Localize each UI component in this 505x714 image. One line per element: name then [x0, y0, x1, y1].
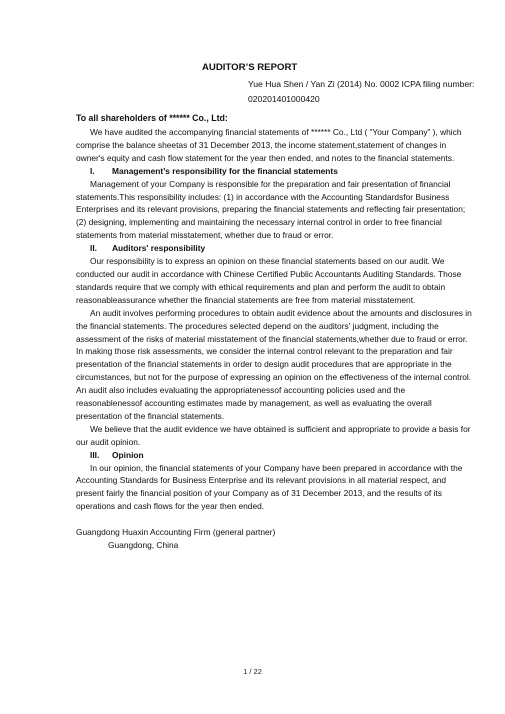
section-heading-management: [76, 165, 472, 178]
page-number: 1 / 22: [243, 667, 262, 676]
auditors-paragraph-3: We believe that the audit evidence we have obtained is sufficient and appropriate to provide a basis for our audit opinion.: [76, 423, 471, 447]
auditors-paragraph-1: Our responsibility is to express an opinion on these financial statements based on our audit. We conducted our audit in accordance with Chinese Certified Public Accountants Auditing Standards. Those standards require that we comply with ethical requirements and plan and perform the audit to obtain reasonableassurance whether the financial statements are free from material misstatement.: [76, 256, 462, 305]
section-number: I.: [90, 165, 95, 176]
section-heading-auditors: [76, 242, 472, 255]
spacer: [76, 513, 472, 526]
section-number: III.: [90, 449, 100, 460]
section-title: Auditors' responsibility: [112, 243, 206, 254]
salutation: To all shareholders of ****** Co., Ltd:: [76, 113, 228, 123]
report-title: AUDITOR’S REPORT: [202, 62, 298, 73]
report-body: [76, 111, 472, 552]
section-number: II.: [90, 243, 97, 254]
management-paragraph: Management of your Company is responsible for the preparation and fair presentation of financial statements.This responsibility includes: (1) in accordance with the Accounting Standardsfor Business Enterprises and its relevant provisions, preparing the financial statements and reflecting fair presentation; (2) designing, implementing and maintaining the necessary internal control in order to free financial statements from material misstatement, whether due to fraud or error.: [76, 178, 466, 241]
intro-paragraph: We have audited the accompanying financial statements of ****** Co., Ltd ( “Your Company” ), which comprise the balance sheetas of 31 December 2013, the income statement,statement of changes in owner's equity and cash flow statement for the year then ended, and notes to the financial statements.: [76, 127, 462, 163]
filing-number: Yue Hua Shen / Yan Zi (2014) No. 0002 ICPA filing number: 020201401000420: [248, 79, 475, 104]
firm-name: Guangdong Huaxin Accounting Firm (general partner): [76, 527, 276, 538]
firm-location: Guangdong, China: [108, 540, 179, 551]
opinion-paragraph: In our opinion, the financial statements of your Company have been prepared in accordance with the Accounting Standards for Business Enterprise and its relevant provisions in all material respect, and present fairly the financial position of your Company as of 31 December 2013, and the results of its operations and cash flows for the year then ended.: [76, 462, 463, 512]
section-heading-opinion: [76, 449, 472, 462]
section-title: Management’s responsibility for the financial statements: [112, 165, 338, 176]
section-title: Opinion: [112, 449, 144, 460]
auditors-paragraph-2: An audit involves performing procedures to obtain audit evidence about the amounts and disclosures in the financial statements. The procedures selected depend on the auditors' judgment, including the assessment of the risks of material misstatement of the financial statements,whether due to fraud or error. In making those risk assessments, we consider the internal control relevant to the preparation and fair presentation of the financial statements in order to design audit procedures that are appropriate in the circumstances, but not for the purpose of expressing an opinion on the effectiveness of the internal control. An audit also includes evaluating the appropriatenessof accounting policies used and the reasonablenessof accounting estimates made by management, as well as evaluating the overall presentation of the financial statements.: [76, 307, 472, 421]
